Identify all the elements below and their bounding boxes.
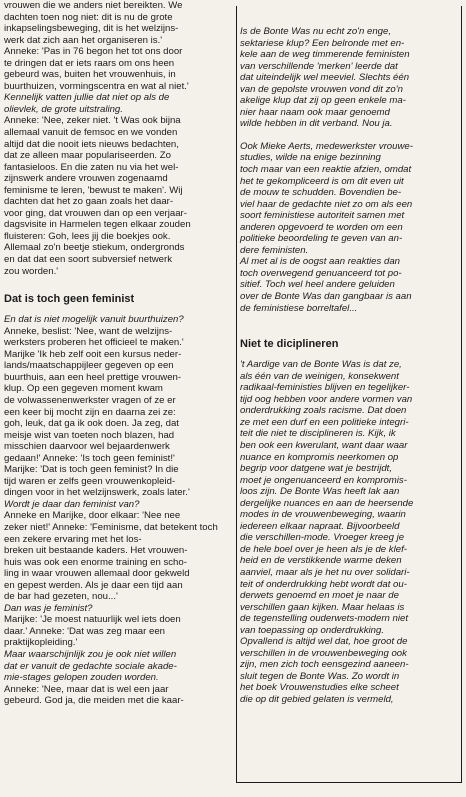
- section-heading-diciplineren: Niet te diciplineren: [240, 338, 339, 351]
- left-question-4: Dan was je feminist?: [4, 602, 93, 614]
- left-column: [4, 0, 228, 707]
- left-question-2: En dat is niet mogelijk vanuit buurthuizen?: [4, 314, 184, 326]
- left-paragraph-5: Marijke: 'Je moest natuurlijk wel iets doen daar.' Anneke: 'Dat was zeg maar een praktijkopleiding.': [4, 614, 181, 649]
- right-paragraph-2: Ook Mieke Aerts, medewerkster vrouwe- studies, wilde na enige bezinning toch maar van een reaktie afzien, omdat het te gekompliceerd is om dit even uit de mouw te schudden. Bovendien be- viel haar de gedachte niet zo om als een soort feministiese autoriteit samen met anderen opgevoerd te worden om een politieke beoordeling te geven van an- dere feministen. Al met al is de oogst aan reakties dan toch overwegend genuanceerd tot po- sitief. Toch wel heel andere geluiden over de Bonte Was dan gangbaar is aan de feministiese borreltafel...: [240, 140, 413, 314]
- left-question-3: Wordt je daar dan feminist van?: [4, 498, 140, 510]
- right-paragraph-3: 't Aardige van de Bonte Was is dat ze, als één van de weinigen, konsekwent radikaal-feministies blijven en tegelijker- tijd oog hebben voor andere vormen van onderdrukking zoals racisme. Dat doen ze met een durf en een politieke integri- teit die niet te disciplineren is. Kijk, ik ben ook een kwerulant, want daar waar nuance en kompromis neerkomen op begrip voor datgene wat je bestrijdt, moet je ongenuanceerd en kompromis- loos zijn. De Bonte Was heeft lak aan dergelijke nuances en aan de heersende modes in de vrouwenbeweging, waarin iedereen elkaar napraat. Bijvoorbeeld die verschillen-mode. Vroeger kreeg je de hele boel over je heen als je de klef- heid en de verstikkende warme deken aanviel, maar als je het nu over solidari- teit of onderdrukking hebt wordt dat ou- derwets genoemd en moet je naar de verschillen gaan kijken. Maar helaas is de tegenstelling ouderwets-modern niet van toepassing op onderdrukking. Opvallend is altijd wel dat, hoe groot de verschillen in de vrouwenbeweging ook zijn, men zich toch eensgezind aaneen- sluit tegen de Bonte Was. Zo wordt in het boek Vrouwenstudies elke scheet die op dit gebied gelaten is vermeld,: [240, 359, 414, 705]
- left-question-5: Maar waarschijnlijk zou je ook niet willen dat er vanuit de gedachte sociale akade- mie-stages gelopen zouden worden.: [4, 648, 177, 684]
- left-paragraph-1: vrouwen die we anders niet bereikten. We dachten toen nog niet: dit is nu de grote inkapselingsbeweging, dit is het welzijns- werk dat zich aan het organiseren is.' Anneke: 'Pas in 76 begon het tot ons door te dringen dat er iets raars om ons heen gebeurd was, buiten het vrouwenhuis, in buurthuizen, vormingscentra en wat al niet.': [4, 0, 189, 92]
- left-paragraph-6: Anneke: 'Nee, maar dat is wel een jaar gebeurd. God ja, die meiden met die kaar-: [4, 683, 184, 707]
- right-column: [240, 26, 462, 706]
- left-question-1: Kennelijk vatten jullie dat niet op als de olievlek, de grote uitstraling.: [4, 92, 170, 115]
- left-paragraph-4: Anneke en Marijke, door elkaar: 'Nee nee zeker niet!' Anneke: 'Feminisme, dat betekent toch een zekere ervaring met het los- breken uit bestaande kaders. Het vrouwen- huis was ook een enorme training en scho- ling in waar vrouwen allemaal door gekweld en gepest werden. Als je daar een tijd aan de bar had gezeten, nou...': [4, 510, 218, 603]
- section-heading-feminist: Dat is toch geen feminist: [4, 293, 135, 306]
- left-paragraph-2: Anneke: 'Nee, zeker niet. 't Was ook bijna allemaal vanuit de femsoc en we vonden altijd dat die nooit iets nieuws bedachten, dat ze alleen maar populariseerden. Zo fantasieloos. En die zaten nu via het wel- zijnswerk andere vrouwen zogenaamd feminisme te leren, 'bewust te maken'. Wij dachten dat het zo gaan zoals het daar- voor ging, dat vrouwen dan op een verjaar- dagsvisite in Harmelen tegen elkaar zouden fluisteren: Goh, lees jij die boekjes ook. Allemaal zo'n beetje stiekum, ondergronds en dat dat een soort subversief netwerk zou worden.': [4, 115, 191, 277]
- right-paragraph-1: Is de Bonte Was nu echt zo'n enge, sektariese klup? Een belronde met en- kele aan de weg timmerende feministen van verschillende 'merken' leerde dat dat uiteindelijk wel meeviel. Slechts één van de gepolste vrouwen vond dit zo'n akelige klup dat zij op geen enkele ma- nier haar naam ook maar genoemd wilde hebben in dit verband. Nou ja.: [240, 26, 410, 130]
- left-paragraph-3: Anneke, beslist: 'Nee, want de welzijns- werksters proberen het officieel te maken.' Marijke 'Ik heb zelf ooit een kursus neder- lands/maatschappijleer gegeven op een buurthuis, aan een heel prettige vrouwen- klup. Op een gegeven moment kwam de volwassenenwerkster vragen of ze er een keer bij mocht zijn en daarna zei ze: goh, leuk, dat ga ik ook doen. Ja zeg, dat meisje wist van toeten noch blazen, had misschien daarvoor wel bejaardenwerk gedaan!' Anneke: 'Is toch geen feminist!' Marijke: 'Dat is toch geen feminist? In die tijd waren er zelfs geen vrouwenkopleid- dingen voor in het welzijnswerk, zoals later.': [4, 325, 190, 499]
